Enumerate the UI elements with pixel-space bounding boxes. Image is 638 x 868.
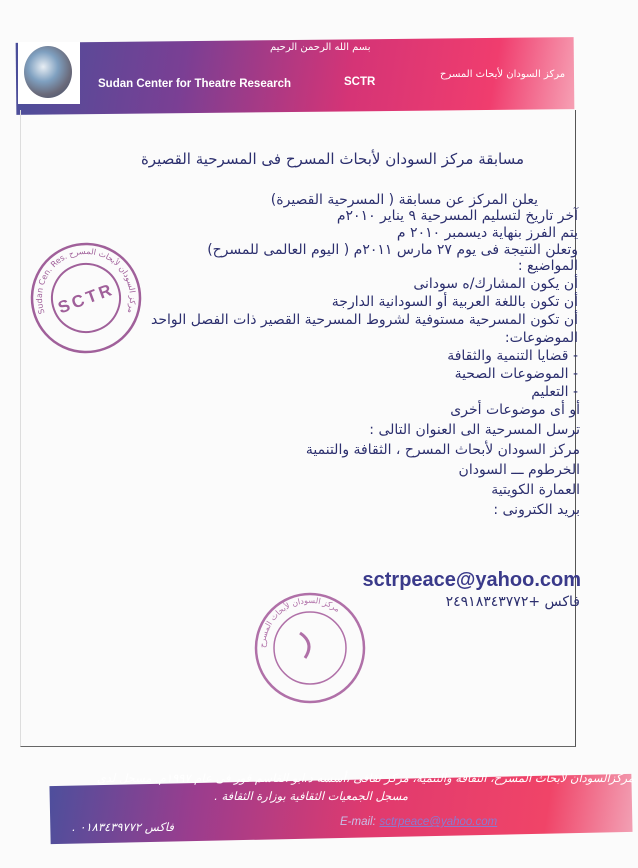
body-line: يتم الفرز بنهاية ديسمبر ٢٠١٠ م (396, 225, 578, 241)
footer-email-label: E-mail: (340, 816, 376, 828)
left-stamp (28, 236, 144, 360)
body-line: العمارة الكويتية (491, 482, 580, 498)
document-title: مسابقة مركز السودان لأبحاث المسرح فى المسرحية القصيرة (140, 150, 524, 168)
stamp-ring-text: Sudan Cen. Res. مركز السودان لأبحاث المسرح (34, 246, 138, 316)
footer-fax: فاكس ٠١٨٣٤٣٩٧٧٢ . (72, 820, 174, 834)
footer-email-value: sctrpeace@yahoo.com (379, 816, 498, 828)
body-line: يعلن المركز عن مسابقة ( المسرحية القصيرة) (270, 192, 538, 208)
organization-name-ar: مركز السودان لأبحاث المسرح (440, 69, 566, 80)
footer-line-1: مركزالسودان لأبحاث المسرح، الثقافة والتنمية، مركز ثقافى ،أسسه د.ابو القاسم قور فى عام ١٩٩٧م. مسجل لدى (96, 771, 634, 785)
footer-email (340, 814, 497, 828)
contact-fax: فاكس +٢٤٩١٨٣٤٣٧٧٢ (445, 594, 580, 610)
body-line: أن يكون المشارك/ه سودانى (413, 276, 578, 292)
body-line: الخرطوم ـــ السودان (458, 462, 580, 478)
body-line: وتعلن النتيجة فى يوم ٢٧ مارس ٢٠١١م ( اليوم العالمى للمسرح) (207, 242, 578, 258)
body-line: آخر تاريخ لتسليم المسرحية ٩ يناير ٢٠١٠م (336, 208, 578, 224)
body-line: المواضيع : (517, 258, 578, 274)
footer-line-2: مسجل الجمعيات الثقافية بوزارة الثقافة . (214, 789, 408, 803)
body-line: - الموضوعات الصحية (454, 366, 578, 382)
body-line: أن تكون باللغة العربية أو السودانية الدارجة (331, 294, 578, 310)
contact-email: sctrpeace@yahoo.com (362, 569, 581, 591)
svg-text:مركز السودان لأبحاث المسرح (258, 596, 342, 648)
body-line: أن تكون المسرحية مستوفية لشروط المسرحية القصير ذات الفصل الواحد (150, 312, 578, 328)
body-line: - قضايا التنمية والثقافة (447, 348, 578, 364)
body-line: الموضوعات: (504, 330, 578, 346)
body-line: بريد الكترونى : (493, 502, 580, 518)
globe-logo-icon (24, 46, 72, 98)
body-line: ترسل المسرحية الى العنوان التالى : (369, 422, 580, 438)
body-line: أو أى موضوعات أخرى (450, 402, 580, 418)
bottom-stamp (250, 588, 370, 708)
body-line: - التعليم (531, 384, 578, 400)
stamp-mark (300, 633, 309, 658)
stamp-center-text: SCTR (55, 279, 117, 318)
body-line: مركز السودان لأبحاث المسرح ، الثقافة والتنمية (305, 442, 580, 458)
organization-abbr: SCTR (344, 76, 376, 88)
basmala: بسم الله الرحمن الرحيم (270, 42, 371, 53)
organization-name-en: Sudan Center for Theatre Research (98, 78, 292, 90)
stamp-ring-text: مركز السودان لأبحاث المسرح (257, 595, 342, 649)
